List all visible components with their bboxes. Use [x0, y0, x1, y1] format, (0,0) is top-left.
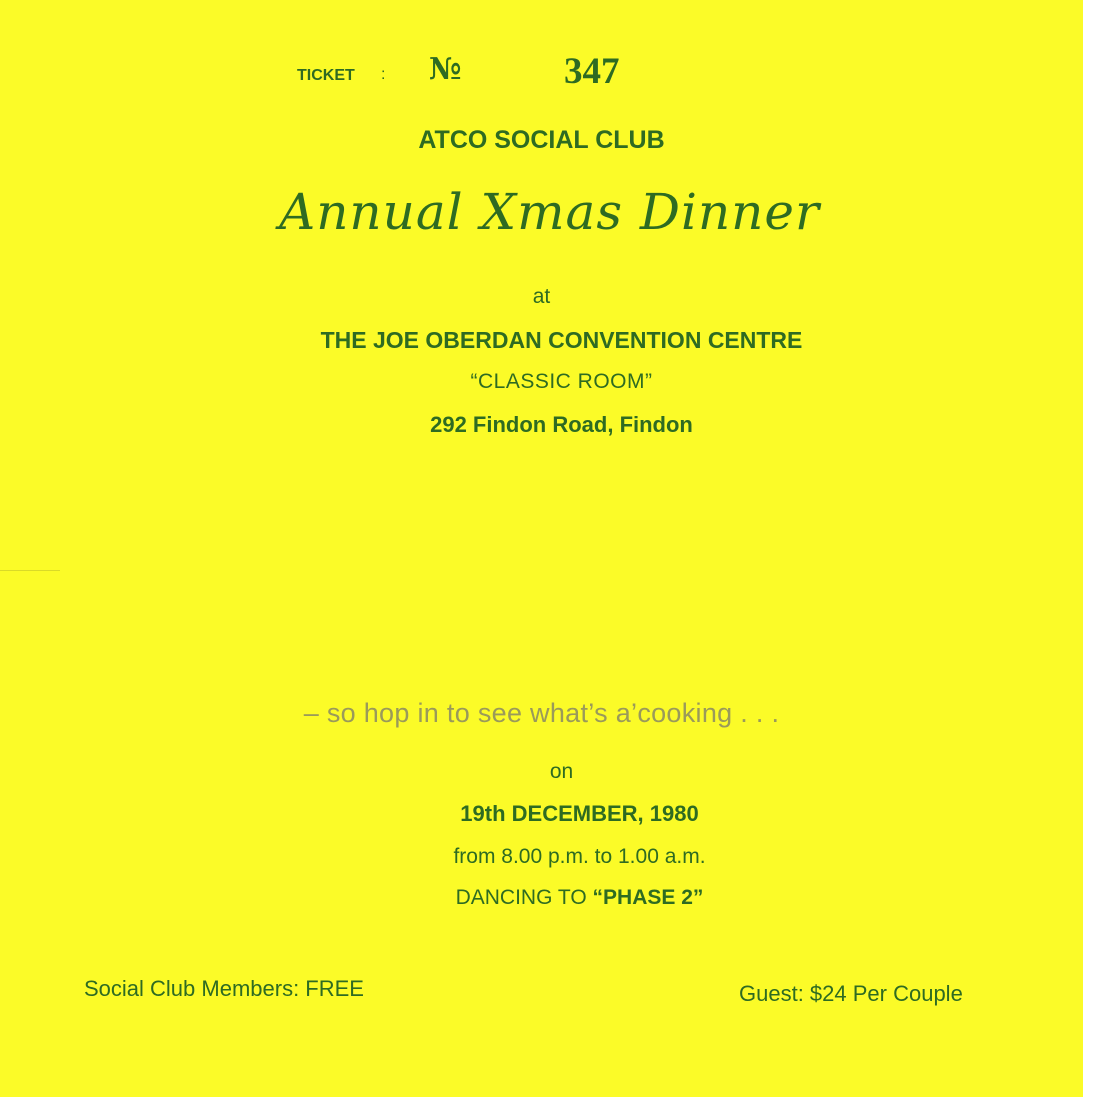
fold-line: [0, 570, 60, 571]
venue-address: 292 Findon Road, Findon: [430, 412, 693, 437]
event-time: from 8.00 p.m. to 1.00 a.m.: [453, 845, 706, 868]
band-name: “PHASE 2”: [592, 886, 704, 909]
event-title: Annual Xmas Dinner: [279, 183, 820, 241]
guest-price: Guest: $24 Per Couple: [739, 981, 963, 1006]
dancing-prefix: DANCING TO: [455, 886, 593, 909]
ticket-label: TICKET: [297, 67, 355, 84]
ticket-separator: :: [381, 66, 386, 83]
numero-sign-icon: №: [429, 52, 462, 87]
tagline: – so hop in to see what’s a’cooking . . .: [303, 698, 780, 728]
members-price: Social Club Members: FREE: [84, 976, 364, 1001]
dancing-line: [38, 886, 1083, 910]
event-date: 19th DECEMBER, 1980: [460, 801, 699, 826]
club-name: ATCO SOCIAL CLUB: [418, 126, 665, 154]
at-label: at: [532, 285, 551, 308]
page-margin: [1083, 0, 1097, 1097]
ticket-number: 347: [564, 51, 620, 92]
venue-room: “CLASSIC ROOM”: [470, 370, 653, 393]
venue-name: THE JOE OBERDAN CONVENTION CENTRE: [320, 327, 803, 353]
on-label: on: [549, 760, 574, 783]
